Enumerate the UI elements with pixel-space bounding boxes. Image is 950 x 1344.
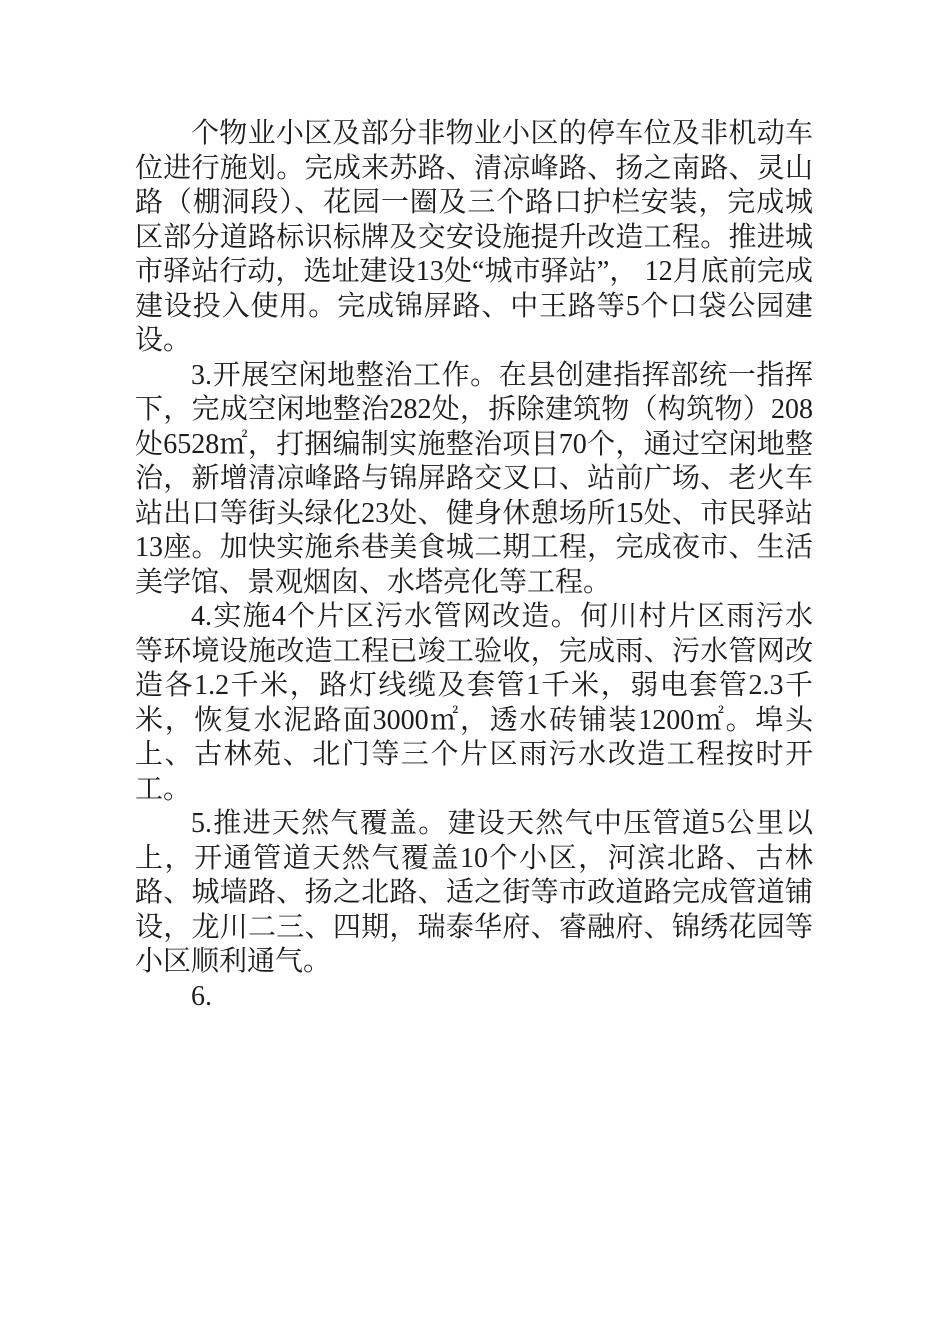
paragraph-item-6: 6.	[191, 980, 212, 1012]
paragraph-item-3: 3.开展空闲地整治工作。在县创建指挥部统一指挥下，完成空闲地整治282处，拆除建筑物（构筑物）208处6528㎡，打捆编制实施整治项目70个，通过空闲地整治，新增清凉峰路与锦屏路交叉口、站前广场、老火车站出口等街头绿化23处、健身休憩场所15处、市民驿站13座。加快实施糸巷美食城二期工程，完成夜市、生活美学馆、景观烟囱、水塔亮化等工程。	[135, 359, 813, 598]
paragraph-item-5: 5.推进天然气覆盖。建设天然气中压管道5公里以上，开通管道天然气覆盖10个小区，河滨北路、古林路、城墙路、扬之北路、适之街等市政道路完成管道铺设，龙川二三、四期，瑞泰华府、睿融府、锦绣花园等小区顺利通气。	[135, 808, 813, 977]
document-text-block[interactable]	[135, 117, 813, 1014]
paragraph-item-4: 4.实施4个片区污水管网改造。何川村片区雨污水等环境设施改造工程已竣工验收，完成雨、污水管网改造各1.2千米，路灯线缆及套管1千米，弱电套管2.3千米，恢复水泥路面3000㎡，透水砖铺装1200㎡。埠头上、古林苑、北门等三个片区雨污水改造工程按时开工。	[135, 601, 813, 805]
paragraph-continuation: 个物业小区及部分非物业小区的停车位及非机动车位进行施划。完成来苏路、清凉峰路、扬之南路、灵山路（棚洞段）、花园一圈及三个路口护栏安装，完成城区部分道路标识标牌及交安设施提升改造工程。推进城市驿站行动，选址建设13处“城市驿站”， 12月底前完成建设投入使用。完成锦屏路、中王路等5个口袋公园建设。	[135, 118, 813, 356]
